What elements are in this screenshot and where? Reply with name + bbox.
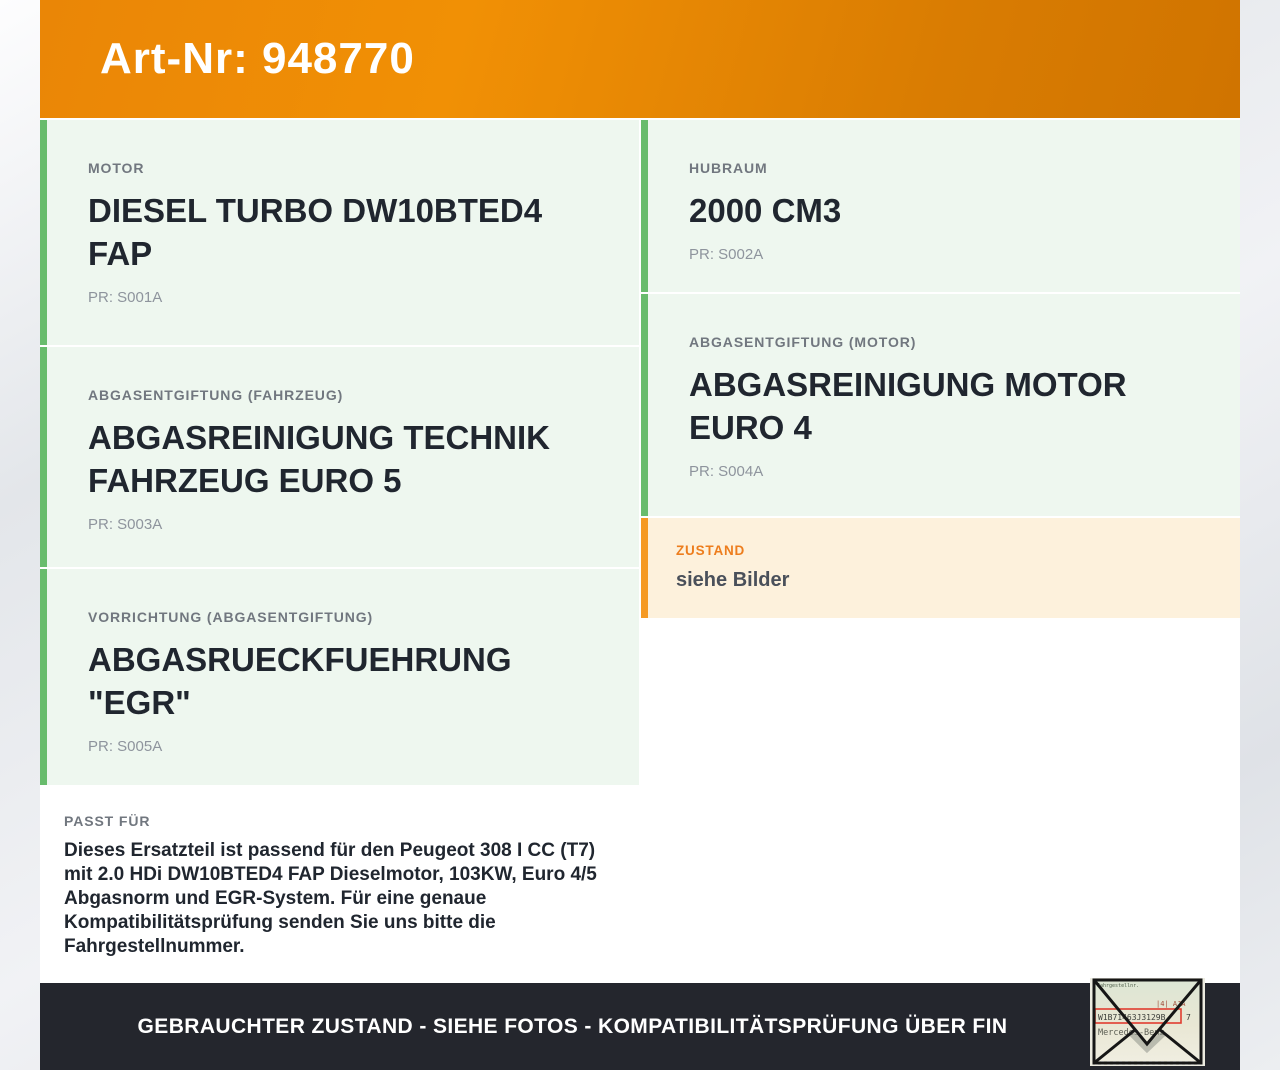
spec-value: ABGASREINIGUNG MOTOR EURO 4 xyxy=(689,366,1127,446)
spec-label: ABGASENTGIFTUNG (FAHRZEUG) xyxy=(88,387,344,403)
fin-document-envelope-image xyxy=(1090,978,1205,1066)
fits-for-description: Dieses Ersatzteil ist passend für den Peugeot 308 I CC (T7) mit 2.0 HDi DW10BTED4 FAP Dieselmotor, 103KW, Euro 4/5 Abgasnorm und EGR-System. Für eine genaue Kompatibilitätsprüfung senden Sie uns bitte die Fahrgestellnummer. xyxy=(64,840,597,957)
stamp-vin-text: W1B71463J3129B xyxy=(1098,1013,1166,1022)
right-column xyxy=(641,120,1240,983)
fits-for-card xyxy=(40,787,639,979)
spec-card-vorrichtung xyxy=(40,569,639,785)
condition-card xyxy=(641,518,1240,618)
spec-label: VORRICHTUNG (ABGASENTGIFTUNG) xyxy=(88,609,374,625)
spec-pr-code: PR: S004A xyxy=(689,462,764,480)
stamp-doc-label: Fahrgestellnr. xyxy=(1097,983,1140,989)
footer-notice-text: GEBRAUCHTER ZUSTAND - SIEHE FOTOS - KOMPATIBILITÄTSPRÜFUNG ÜBER FIN xyxy=(137,1014,1008,1038)
stamp-vin-suffix: 7 xyxy=(1186,1013,1191,1022)
page-header xyxy=(40,0,1240,118)
spec-value: 2000 CM3 xyxy=(689,192,842,229)
spec-value: ABGASREINIGUNG TECHNIK FAHRZEUG EURO 5 xyxy=(88,419,551,499)
fin-document-envelope-graphic xyxy=(1090,978,1205,1066)
fits-for-label: PASST FÜR xyxy=(64,813,151,829)
page xyxy=(40,0,1240,1070)
condition-value: siehe Bilder xyxy=(676,569,790,591)
spec-label: ABGASENTGIFTUNG (MOTOR) xyxy=(689,334,917,350)
main-area xyxy=(40,118,1240,983)
stamp-brand-text: Mercedes-Benz xyxy=(1098,1028,1165,1038)
spec-card-hubraum xyxy=(641,120,1240,292)
spec-value: ABGASRUECKFUEHRUNG "EGR" xyxy=(88,641,512,721)
left-column xyxy=(40,120,639,983)
spec-pr-code: PR: S003A xyxy=(88,515,163,533)
condition-label: ZUSTAND xyxy=(676,543,746,558)
spec-card-motor xyxy=(40,120,639,345)
spec-card-abgasentgiftung-fahrzeug xyxy=(40,347,639,567)
spec-label: HUBRAUM xyxy=(689,160,768,176)
article-number-title: Art-Nr: 948770 xyxy=(100,34,415,83)
spec-pr-code: PR: S005A xyxy=(88,737,163,755)
spec-value: DIESEL TURBO DW10BTED4 FAP xyxy=(88,192,543,272)
footer-banner xyxy=(40,983,1240,1070)
spec-label: MOTOR xyxy=(88,160,145,176)
stamp-code-line: |4| AJA xyxy=(1156,1000,1186,1008)
spec-pr-code: PR: S001A xyxy=(88,288,163,306)
spec-pr-code: PR: S002A xyxy=(689,245,764,263)
spec-card-abgasentgiftung-motor xyxy=(641,294,1240,516)
